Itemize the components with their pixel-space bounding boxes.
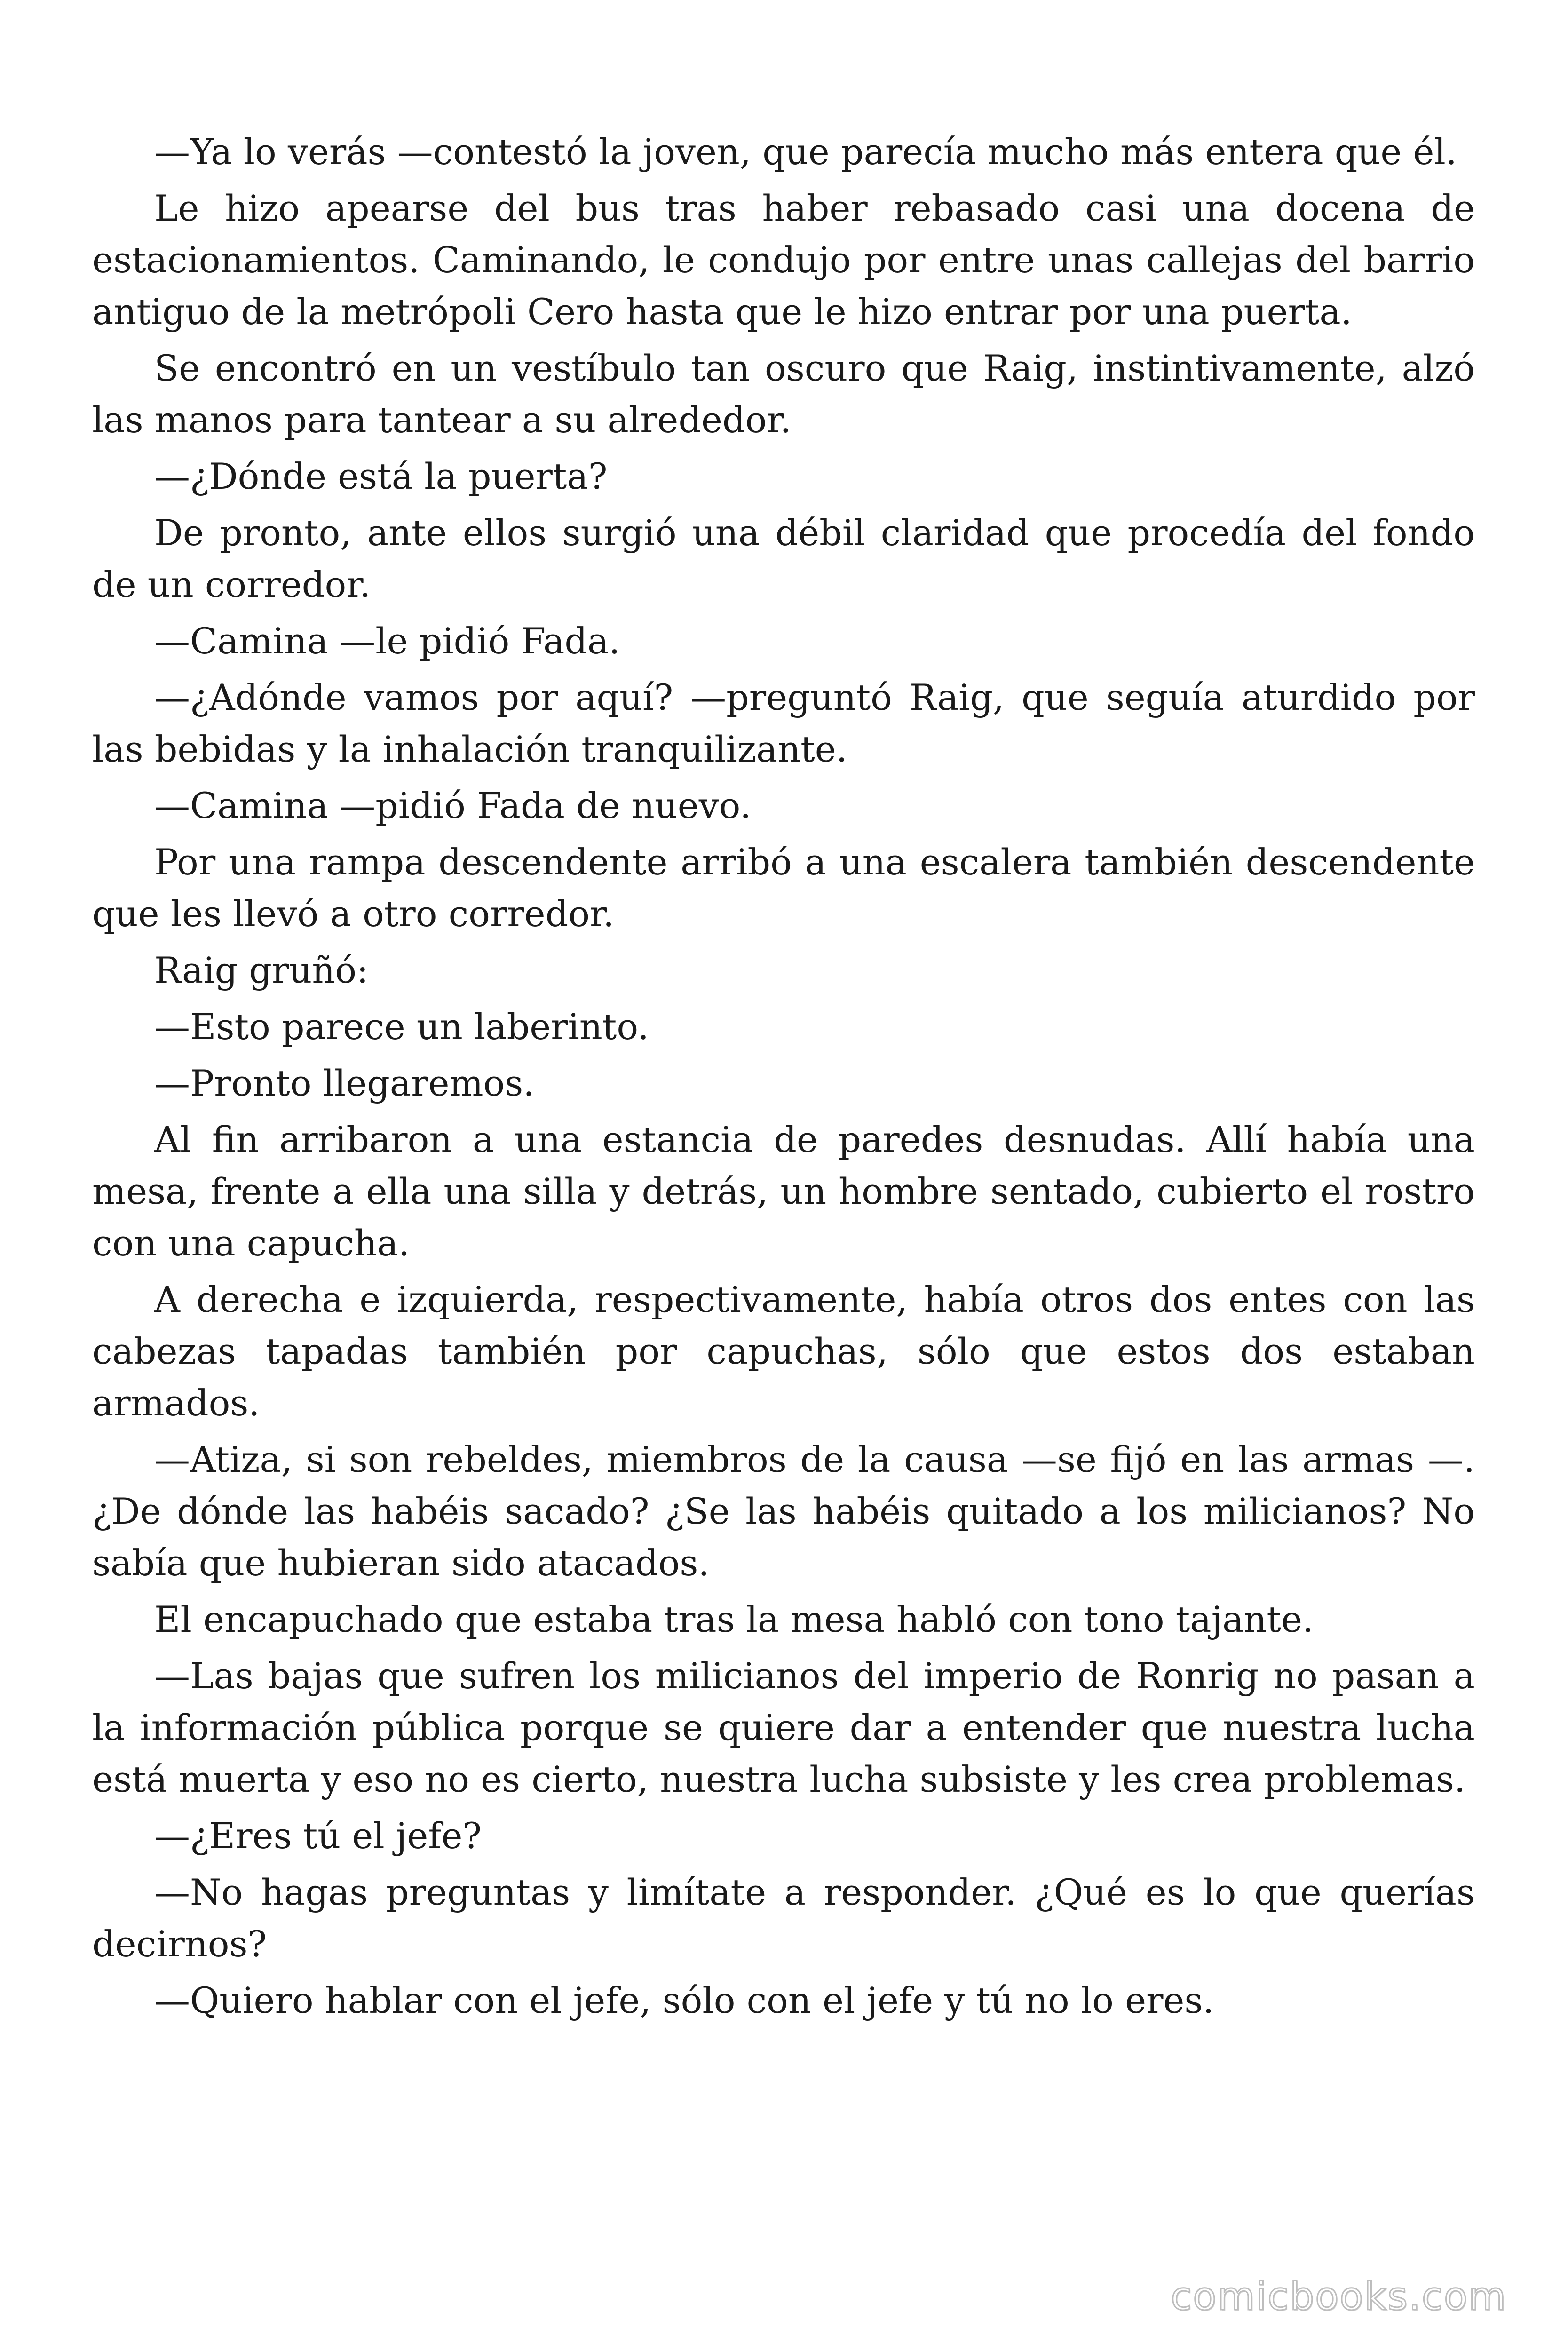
paragraph: —Camina —pidió Fada de nuevo. [154, 785, 752, 826]
paragraph: —Atiza, si son rebeldes, miembros de la causa —se fijó en las armas —. ¿De dónde las habéis sacado? ¿Se las habéis quitado a los milicianos? No sabía que hubieran sido atacados. [92, 1438, 1475, 1584]
paragraph: —Ya lo verás —contestó la joven, que parecía mucho más entera que él. [154, 131, 1457, 173]
paragraph: —Esto parece un laberinto. [154, 1006, 649, 1048]
paragraph: —¿Eres tú el jefe? [154, 1815, 482, 1857]
paragraph: De pronto, ante ellos surgió una débil claridad que procedía del fondo de un corredor. [92, 512, 1475, 605]
paragraph: A derecha e izquierda, respectivamente, había otros dos entes con las cabezas tapadas también por capuchas, sólo que estos dos estaban armados. [92, 1279, 1475, 1424]
paragraph: —¿Dónde está la puerta? [154, 455, 608, 497]
watermark: comicbooks.com [1171, 2274, 1507, 2319]
paragraph: Raig gruñó: [154, 949, 369, 991]
paragraph: Se encontró en un vestíbulo tan oscuro que Raig, instintivamente, alzó las manos para tantear a su alrededor. [92, 347, 1475, 441]
paragraph: —No hagas preguntas y limítate a responder. ¿Qué es lo que querías decirnos? [92, 1871, 1475, 1965]
paragraph: —¿Adónde vamos por aquí? —preguntó Raig, que seguía aturdido por las bebidas y la inhalación tranquilizante. [92, 676, 1475, 770]
paragraph: Al fin arribaron a una estancia de paredes desnudas. Allí había una mesa, frente a ella una silla y detrás, un hombre sentado, cubierto el rostro con una capucha. [92, 1119, 1475, 1264]
paragraph: —Quiero hablar con el jefe, sólo con el jefe y tú no lo eres. [154, 1979, 1214, 2021]
paragraph: Le hizo apearse del bus tras haber rebasado casi una docena de estacionamientos. Caminando, le condujo por entre unas callejas del barrio antiguo de la metrópoli Cero hasta que le hizo entrar por una puerta. [92, 187, 1475, 333]
paragraph: Por una rampa descendente arribó a una escalera también descendente que les llevó a otro corredor. [92, 841, 1475, 935]
paragraph: —Pronto llegaremos. [154, 1062, 535, 1104]
page-text [92, 126, 1475, 2031]
paragraph: —Las bajas que sufren los milicianos del imperio de Ronrig no pasan a la información pública porque se quiere dar a entender que nuestra lucha está muerta y eso no es cierto, nuestra lucha subsiste y les crea problemas. [92, 1655, 1475, 1800]
paragraph: El encapuchado que estaba tras la mesa habló con tono tajante. [154, 1598, 1314, 1640]
paragraph: —Camina —le pidió Fada. [154, 620, 620, 662]
